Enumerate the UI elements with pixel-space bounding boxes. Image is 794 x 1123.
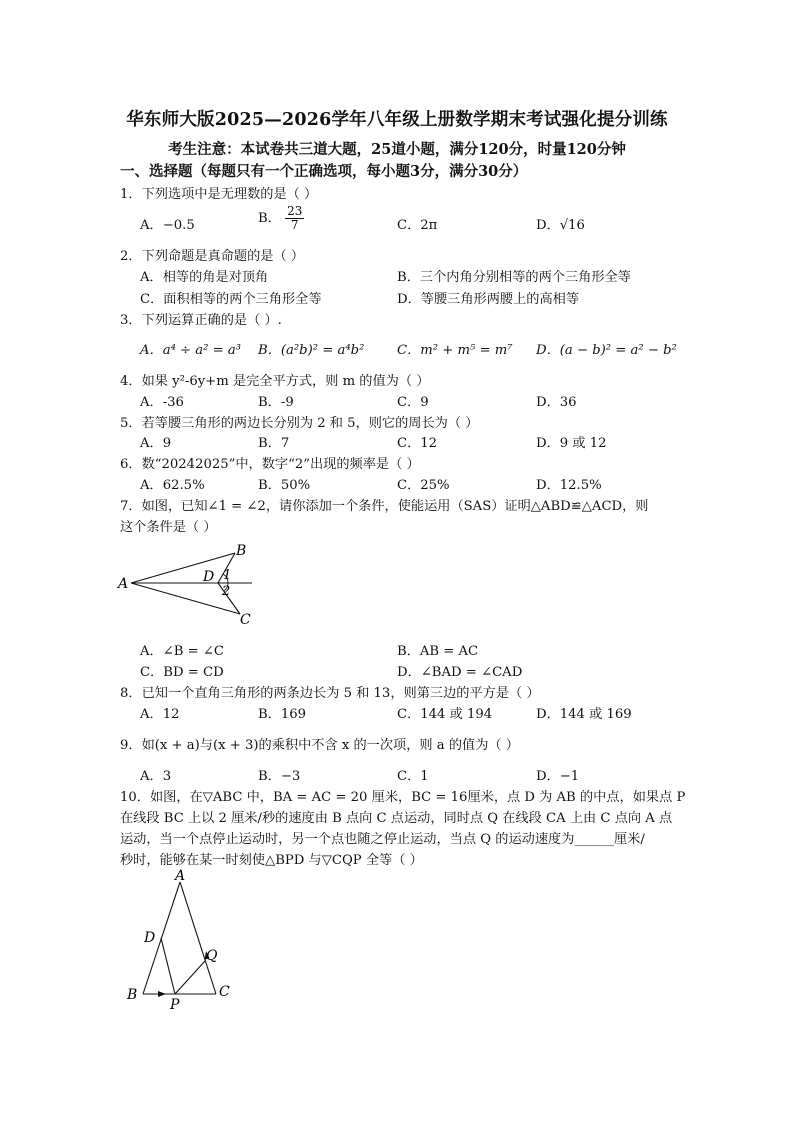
q2-option-b[interactable]: B．三个内角分别相等的两个三角形全等 [397, 270, 631, 285]
q1-option-b[interactable] [258, 205, 304, 232]
q9-stem: 9．如(x + a)与(x + 3)的乘积中不含 x 的一次项，则 a 的值为（ ） [120, 738, 519, 753]
q4-option-d[interactable]: D．36 [536, 395, 577, 410]
q4-option-a[interactable]: A．-36 [140, 395, 184, 410]
q9-option-c[interactable]: C．1 [397, 769, 429, 784]
q9-option-d[interactable]: D．−1 [536, 769, 580, 784]
q7-option-c[interactable]: C．BD = CD [140, 665, 224, 680]
q3-option-a[interactable]: A．a⁴ ÷ a² = a³ [140, 343, 242, 358]
q1-option-c[interactable]: C．2π [397, 218, 438, 233]
q10-label-a: A [175, 868, 186, 884]
q7-label-angle-2: 2 [222, 584, 231, 599]
q5-option-a[interactable]: A．9 [140, 436, 172, 451]
q8-option-a[interactable]: A．12 [140, 707, 180, 722]
q10-label-q: Q [206, 948, 218, 964]
q2-option-a[interactable]: A．相等的角是对顶角 [140, 270, 269, 285]
exam-notice: 考生注意：本试卷共三道大题，25道小题，满分120分，时量120分钟 [168, 141, 626, 158]
section-heading: 一、选择题（每题只有一个正确选项，每小题3分，满分30分） [120, 163, 528, 180]
q7-figure [115, 540, 265, 628]
q4-option-c[interactable]: C．9 [397, 395, 429, 410]
q6-option-d[interactable]: D．12.5% [536, 478, 602, 493]
q3-stem: 3．下列运算正确的是（ ）. [120, 313, 282, 328]
q1-option-a[interactable]: A．−0.5 [140, 218, 195, 233]
q10-segment-pq [175, 961, 205, 994]
q10-stem-line2: 在线段 BC 上以 2 厘米/秒的速度由 B 点向 C 点运动，同时点 Q 在线段 CA 上由 C 点向 A 点 [120, 811, 673, 826]
q8-option-c[interactable]: C．144 或 194 [397, 707, 493, 722]
q5-stem: 5．若等腰三角形的两边长分别为 2 和 5，则它的周长为（ ） [120, 416, 479, 431]
q6-option-b[interactable]: B．50% [258, 478, 311, 493]
q7-option-b[interactable]: B．AB = AC [397, 644, 479, 659]
q10-stem-line1: 10．如图，在▽ABC 中，BA = AC = 20 厘米，BC = 16厘米，点 D 为 AB 的中点，如果点 P [120, 790, 686, 805]
q6-option-a[interactable]: A．62.5% [140, 478, 205, 493]
q7-label-angle-1: 1 [223, 568, 232, 583]
q1-option-b-label: B． [258, 211, 281, 226]
q1-option-d[interactable]: D．√16 [536, 218, 585, 233]
q10-label-d: D [144, 930, 156, 946]
q7-label-d: D [203, 569, 215, 585]
q2-stem: 2．下列命题是真命题的是（ ） [120, 249, 305, 264]
q6-option-c[interactable]: C．25% [397, 478, 450, 493]
q10-segment-ac [180, 882, 216, 994]
q7-label-b: B [236, 543, 247, 559]
q3-option-b[interactable]: B．(a²b)² = a⁴b² [258, 343, 365, 358]
q9-option-b[interactable]: B．−3 [258, 769, 301, 784]
q10-figure [122, 866, 242, 1011]
q8-stem: 8．已知一个直角三角形的两条边长为 5 和 13，则第三边的平方是（ ） [120, 686, 540, 701]
q8-option-d[interactable]: D．144 或 169 [536, 707, 632, 722]
q7-stem-line2: 这个条件是（ ） [120, 520, 217, 535]
q6-stem: 6．数“20242025”中，数字“2”出现的频率是（ ） [120, 457, 420, 472]
q2-option-d[interactable]: D．等腰三角形两腰上的高相等 [397, 292, 580, 307]
q8-option-b[interactable]: B．169 [258, 707, 307, 722]
q10-label-b: B [127, 987, 138, 1003]
q7-stem-line1: 7．如图，已知∠1 = ∠2，请你添加一个条件，使能运用（SAS）证明△ABD≌△ACD，则 [120, 499, 649, 514]
q5-option-b[interactable]: B．7 [258, 436, 290, 451]
q7-option-a[interactable]: A．∠B = ∠C [140, 644, 225, 659]
exam-title: 华东师大版2025—2026学年八年级上册数学期末考试强化提分训练 [126, 110, 668, 130]
q7-label-a: A [118, 576, 129, 592]
q10-arrow-p [158, 991, 166, 997]
q4-option-b[interactable]: B．-9 [258, 395, 294, 410]
q3-option-c[interactable]: C．m² + m⁵ = m⁷ [397, 343, 513, 358]
q2-option-c[interactable]: C．面积相等的两个三角形全等 [140, 292, 322, 307]
q10-label-p: P [170, 997, 180, 1011]
q1-stem: 1．下列选项中是无理数的是（ ） [120, 187, 318, 202]
q7-label-c: C [240, 612, 251, 628]
q5-option-d[interactable]: D．9 或 12 [536, 436, 607, 451]
q7-option-d[interactable]: D．∠BAD = ∠CAD [397, 665, 523, 680]
q5-option-c[interactable]: C．12 [397, 436, 438, 451]
q10-stem-line4: 秒时，能够在某一时刻使△BPD 与▽CQP 全等（ ） [120, 853, 423, 868]
q7-segment-ab [131, 553, 235, 583]
q3-option-d[interactable]: D．(a − b)² = a² − b² [536, 343, 677, 358]
q1-fraction [285, 205, 304, 232]
q9-option-a[interactable]: A．3 [140, 769, 172, 784]
q10-label-c: C [219, 984, 230, 1000]
q4-stem: 4．如果 y²-6y+m 是完全平方式，则 m 的值为（ ） [120, 374, 430, 389]
q10-stem-line3: 运动，当一个点停止运动时，另一个点也随之停止运动，当点 Q 的运动速度为______厘米/ [120, 832, 645, 847]
q1-fraction-denominator: 7 [290, 218, 299, 232]
q1-fraction-numerator: 23 [287, 204, 303, 218]
q10-segment-dp [161, 938, 175, 994]
